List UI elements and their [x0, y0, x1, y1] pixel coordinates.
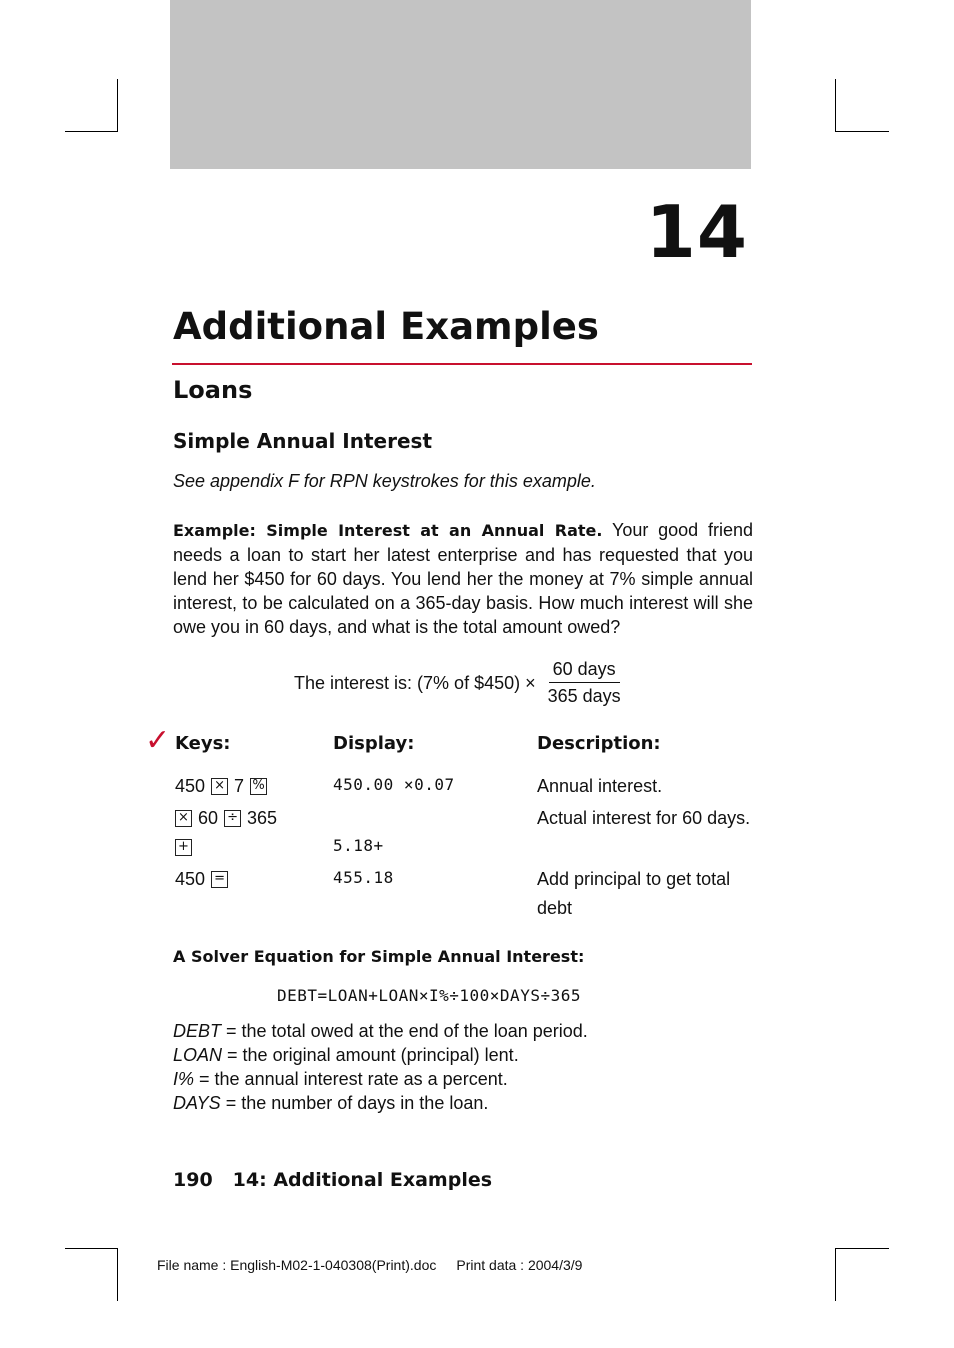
file-name: File name : English-M02-1-040308(Print).doc — [157, 1257, 437, 1273]
crop-mark-bottom-left-h — [65, 1248, 118, 1249]
example-text: Your good friend needs a loan to start her latest enterprise and has requested that you lend her $450 for 60 days. You lend her the money at 7% simple annual interest, to be calculated on a 365-day basis. How much interest will she owe you in 60 days, and what is the total amount owed? — [173, 520, 753, 637]
crop-mark-bottom-right-v — [835, 1248, 836, 1301]
definition-debt — [173, 1019, 588, 1043]
key-number: 7 — [234, 776, 245, 796]
definition-days — [173, 1091, 488, 1115]
variable-description: = the number of days in the loan. — [220, 1093, 489, 1113]
crop-mark-top-left-h — [65, 131, 118, 132]
keys-row-3 — [175, 839, 198, 856]
solver-equation: DEBT=LOAN+LOAN×I%÷100×DAYS÷365 — [277, 986, 581, 1005]
crop-mark-top-left-v — [117, 79, 118, 132]
variable-name: I% — [173, 1069, 195, 1089]
description-row-1: Annual interest. — [537, 776, 663, 796]
header-gray-band — [170, 0, 751, 169]
keys-header: Keys: — [175, 733, 231, 754]
key-number: 450 — [175, 869, 206, 889]
keys-row-2 — [175, 808, 277, 829]
variable-name: LOAN — [173, 1045, 223, 1065]
fraction-denominator: 365 days — [547, 686, 621, 706]
fraction-numerator: 60 days — [549, 659, 620, 683]
display-header: Display: — [333, 733, 415, 754]
definition-interest-rate — [173, 1067, 508, 1091]
crop-mark-top-right-h — [835, 131, 889, 132]
variable-description: = the total owed at the end of the loan period. — [221, 1021, 588, 1041]
section-title: Loans — [173, 376, 253, 404]
chapter-number: 14 — [645, 190, 748, 274]
equals-key: = — [211, 871, 228, 888]
multiply-key: × — [175, 810, 192, 827]
footer-chapter-ref: 14: Additional Examples — [232, 1169, 493, 1191]
subsection-title: Simple Annual Interest — [173, 429, 433, 453]
crop-mark-bottom-left-v — [117, 1248, 118, 1301]
variable-name: DEBT — [173, 1021, 222, 1041]
display-row-4: 455.18 — [333, 868, 394, 887]
variable-description: = the annual interest rate as a percent. — [194, 1069, 508, 1089]
display-row-1: 450.00 ×0.07 — [333, 775, 455, 794]
check-mark-icon: ✓ — [145, 723, 171, 758]
page-number: 190 — [173, 1169, 213, 1191]
key-number: 450 — [175, 776, 206, 796]
display-row-3: 5.18+ — [333, 836, 384, 855]
definition-loan — [173, 1043, 519, 1067]
page-footer — [173, 1169, 492, 1191]
variable-name: DAYS — [173, 1093, 221, 1113]
description-row-2: Actual interest for 60 days. — [537, 808, 751, 828]
description-header: Description: — [537, 733, 661, 754]
plus-key: + — [175, 839, 192, 856]
print-file-info — [157, 1257, 582, 1273]
chapter-title: Additional Examples — [173, 305, 599, 348]
example-lead: Example: Simple Interest at an Annual Rate. — [173, 521, 603, 540]
solver-heading: A Solver Equation for Simple Annual Interest: — [173, 947, 585, 966]
print-date: Print data : 2004/3/9 — [456, 1257, 583, 1273]
title-divider — [172, 363, 752, 365]
example-paragraph — [173, 518, 753, 639]
key-number: 365 — [247, 808, 278, 828]
formula-fraction — [544, 659, 625, 707]
crop-mark-bottom-right-h — [835, 1248, 889, 1249]
keys-row-1 — [175, 776, 273, 797]
divide-key: ÷ — [224, 810, 241, 827]
percent-key: % — [250, 778, 267, 795]
keys-row-4 — [175, 869, 234, 890]
rpn-note: See appendix F for RPN keystrokes for this example. — [173, 471, 596, 491]
crop-mark-top-right-v — [835, 79, 836, 132]
description-row-4: Add principal to get total debt — [537, 869, 731, 918]
multiply-key: × — [211, 778, 228, 795]
key-number: 60 — [198, 808, 219, 828]
interest-formula — [294, 655, 625, 711]
variable-description: = the original amount (principal) lent. — [222, 1045, 519, 1065]
formula-prefix: The interest is: (7% of $450) × — [294, 672, 536, 693]
